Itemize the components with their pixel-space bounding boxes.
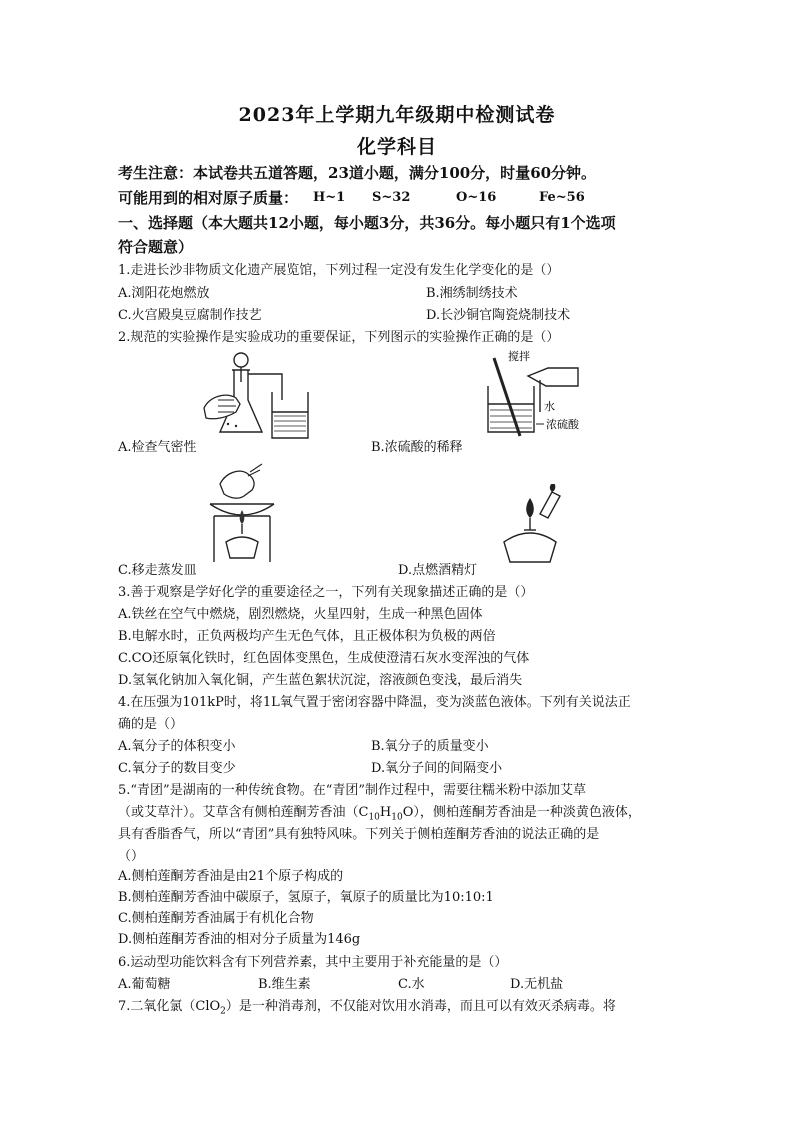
mass-o: O~16 [456,190,497,205]
q3-option-d: D.氢氧化钠加入氧化铜，产生蓝色絮状沉淀，溶液颜色变浅，最后消失 [118,673,523,688]
q5-line-2 [118,804,641,827]
q5-line-3: 具有香脂香气，所以“青团”具有独特风味。下列关于侧柏莲酮芳香油的说法正确的是 [118,827,600,842]
q1-option-a: A.浏阳花炮燃放 [118,286,210,301]
q5-line-4: （） [118,849,145,864]
q1-option-c: C.火宫殿臭豆腐制作技艺 [118,308,262,323]
q3-option-a: A.铁丝在空气中燃烧，剧烈燃烧，火星四射，生成一种黑色固体 [118,607,483,622]
alcohol-lamp-figure [496,484,566,568]
q7-stem-end: ）是一种消毒剂，不仅能对饮用水消毒，而且可以有效灭杀病毒。将 [225,999,616,1014]
mass-h: H~1 [313,190,346,205]
q1-option-d: D.长沙铜官陶瓷烧制技术 [426,308,571,323]
acid-dilution-figure [478,350,590,442]
q5-line-2-start: （或艾草汁）。艾草含有侧柏莲酮芳香油（C [118,805,369,820]
formula-o-count: 2 [220,1006,226,1017]
q6-option-c: C.水 [398,977,425,992]
stir-label: 搅拌 [508,350,530,363]
q5-option-b: B.侧柏莲酮芳香油中碳原子，氢原子，氧原子的质量比为10:10:1 [118,890,494,905]
q4-stem: 4.在压强为101kP时，将1L氧气置于密闭容器中降温，变为淡蓝色液体。下列有关说法正 [118,695,631,710]
q4-option-c: C.氧分子的数目变少 [118,761,236,776]
q3-option-c: C.CO还原氧化铁时，红色固体变黑色，生成使澄清石灰水变浑浊的气体 [118,651,530,666]
q6-option-a: A.葡萄糖 [118,977,171,992]
q4-option-d: D.氧分子间的间隔变小 [371,761,503,776]
q6-option-b: B.维生素 [258,977,311,992]
exam-title: 2023年上学期九年级期中检测试卷 [238,104,556,126]
atomic-mass-label: 可能用到的相对原子质量： [118,189,299,207]
water-label: 水 [544,400,555,413]
subject-title: 化学科目 [356,136,437,158]
evaporating-dish-figure [200,462,284,566]
q5-option-a: A.侧柏莲酮芳香油是由21个原子构成的 [118,869,344,884]
q6-option-d: D.无机盐 [510,977,564,992]
q3-stem: 3.善于观察是学好化学的重要途径之一，下列有关现象描述正确的是（） [118,585,534,600]
mass-fe: Fe~56 [539,190,585,205]
q5-option-c: C.侧柏莲酮芳香油属于有机化合物 [118,911,314,926]
q2-stem: 2.规范的实验操作是实验成功的重要保证，下列图示的实验操作正确的是（） [118,330,560,345]
q1-stem: 1.走进长沙非物质文化遗产展览馆，下列过程一定没有发生化学变化的是（） [118,263,560,278]
formula-h: H [379,805,392,820]
q6-stem: 6.运动型功能饮料含有下列营养素，其中主要用于补充能量的是（） [118,955,508,970]
formula-c-count: 10 [368,812,380,823]
q7-stem [118,998,616,1021]
airtightness-check-figure [200,352,320,444]
q5-option-d: D.侧柏莲酮芳香油的相对分子质量为146g [118,932,361,947]
q4-option-a: A.氧分子的体积变小 [118,739,236,754]
section-heading-cont: 符合题意） [118,238,194,256]
formula-h-count: 10 [391,812,403,823]
q5-line-2-end: O），侧柏莲酮芳香油是一种淡黄色液体， [402,805,641,820]
mass-s: S~32 [372,190,411,205]
q3-option-b: B.电解水时，正负两极均产生无色气体，且正极体积为负极的两倍 [118,629,496,644]
q5-line-1: 5.“青团”是湖南的一种传统食物。在“青团”制作过程中，需要往糯米粉中添加艾草 [118,783,586,798]
q4-option-b: B.氧分子的质量变小 [371,739,489,754]
section-heading: 一、选择题（本大题共12小题，每小题3分，共36分。每小题只有1个选项 [118,214,616,232]
q4-stem-cont: 确的是（） [118,717,184,732]
q2-option-a: A.检查气密性 [118,440,197,455]
acid-label: 浓硫酸 [546,418,579,431]
q1-option-b: B.湘绣制绣技术 [426,286,518,301]
q2-option-d: D.点燃酒精灯 [398,563,478,578]
notice: 考生注意：本试卷共五道答题，23道小题，满分100分，时量60分钟。 [118,164,597,182]
q2-option-b: B.浓硫酸的稀释 [371,440,463,455]
q7-stem-start: 7.二氧化氯（ClO [118,999,221,1014]
atomic-mass-line [118,189,298,207]
q2-option-c: C.移走蒸发皿 [118,563,197,578]
